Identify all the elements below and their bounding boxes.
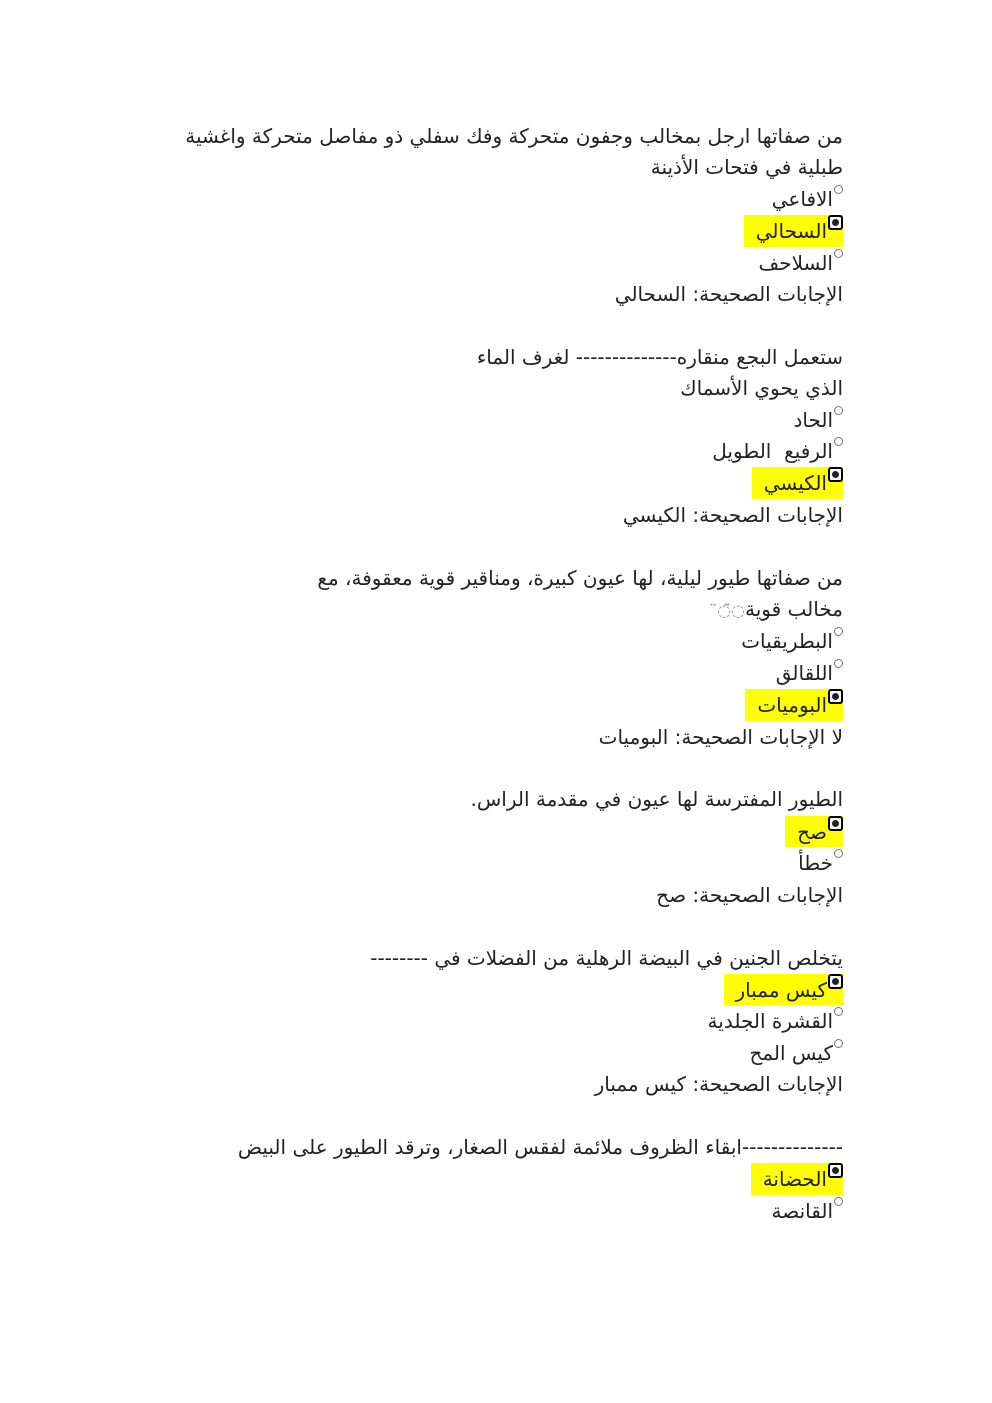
option-label: القشرة الجلدية <box>707 1009 833 1034</box>
answer-option[interactable] <box>150 248 843 279</box>
combining-marks: ◌̃◌̈ <box>717 601 745 621</box>
question-text: يتخلص الجنين في البيضة الرهلية من الفضلات في -------- <box>370 945 843 970</box>
option-label: الرفيع الطويل <box>712 439 833 464</box>
question-3 <box>150 563 843 753</box>
option-label: اللقالق <box>775 660 833 685</box>
answer-option[interactable] <box>150 1038 843 1069</box>
question-text-line: من صفاتها طيور ليلية، لها عيون كبيرة، ومناقير قوية معقوفة، مع <box>317 565 843 590</box>
option-label: البطريقيات <box>741 629 833 654</box>
answer-option-selected[interactable] <box>150 974 843 1006</box>
option-label: صح <box>797 819 827 844</box>
option-label: كيس ممبار <box>735 977 827 1002</box>
question-text: --------------ابقاء الظروف ملائمة لفقس الصغار، وترقد الطيور على البيض <box>237 1134 843 1159</box>
option-label: الافاعي <box>771 186 833 211</box>
question-6 <box>150 1132 843 1227</box>
answer-option[interactable] <box>150 184 843 215</box>
radio-button-checked[interactable] <box>828 974 843 989</box>
correct-answer: الإجابات الصحيحة: الكيسي <box>622 502 843 527</box>
radio-button-checked[interactable] <box>828 689 843 704</box>
radio-button[interactable] <box>834 849 843 858</box>
answer-option[interactable] <box>150 1006 843 1037</box>
radio-button[interactable] <box>834 185 843 194</box>
option-label: كيس المح <box>749 1040 833 1065</box>
correct-answer: الإجابات الصحيحة: كيس ممبار <box>594 1072 843 1097</box>
question-4 <box>150 784 843 911</box>
radio-button-checked[interactable] <box>828 215 843 230</box>
radio-button[interactable] <box>834 627 843 636</box>
answer-option[interactable] <box>150 658 843 689</box>
option-label: الكيسي <box>763 471 827 496</box>
correct-answer: لا الإجابات الصحيحة: البوميات <box>598 724 843 749</box>
answer-option-selected[interactable] <box>150 689 843 721</box>
question-text: الطيور المفترسة لها عيون في مقدمة الراس. <box>470 787 843 812</box>
option-label: السحالي <box>755 219 827 244</box>
option-label: خطأ <box>798 851 833 876</box>
answer-option-selected[interactable] <box>150 1163 843 1195</box>
radio-button[interactable] <box>834 1197 843 1206</box>
question-2 <box>150 342 843 531</box>
option-label: القانصة <box>771 1198 833 1223</box>
answer-option-selected[interactable] <box>150 215 843 247</box>
option-label: الحاد <box>793 407 833 432</box>
correct-answer: الإجابات الصحيحة: صح <box>656 882 843 907</box>
radio-button[interactable] <box>834 1007 843 1016</box>
question-1 <box>150 121 843 310</box>
option-label: السلاحف <box>758 250 833 275</box>
answer-option-selected[interactable] <box>150 467 843 499</box>
question-text: من صفاتها ارجل بمخالب وجفون متحركة وفك سفلي ذو مفاصل متحركة واغشية طبلية في فتحات الأذينة <box>185 124 843 180</box>
radio-button[interactable] <box>834 1039 843 1048</box>
correct-answer: الإجابات الصحيحة: السحالي <box>614 282 843 307</box>
radio-button[interactable] <box>834 406 843 415</box>
radio-button[interactable] <box>834 249 843 258</box>
answer-option[interactable] <box>150 436 843 467</box>
radio-button-checked[interactable] <box>828 816 843 831</box>
option-label: البوميات <box>757 693 827 718</box>
answer-option-selected[interactable] <box>150 816 843 848</box>
question-text-line-2 <box>150 594 843 626</box>
quiz-document <box>150 121 843 1227</box>
option-label: الحضانة <box>762 1167 827 1192</box>
question-text-line: ستعمل البجع منقاره-------------- لغرف الماء <box>476 344 843 369</box>
answer-option[interactable] <box>150 626 843 657</box>
radio-button-checked[interactable] <box>828 467 843 482</box>
answer-option[interactable] <box>150 848 843 879</box>
question-text-fragment: مخالب قوية <box>745 597 843 622</box>
radio-button-checked[interactable] <box>828 1163 843 1178</box>
answer-option[interactable] <box>150 405 843 436</box>
radio-button[interactable] <box>834 437 843 446</box>
answer-option[interactable] <box>150 1196 843 1227</box>
radio-button[interactable] <box>834 659 843 668</box>
question-text-line: الذي يحوي الأسماك <box>680 376 843 401</box>
question-5 <box>150 943 843 1101</box>
